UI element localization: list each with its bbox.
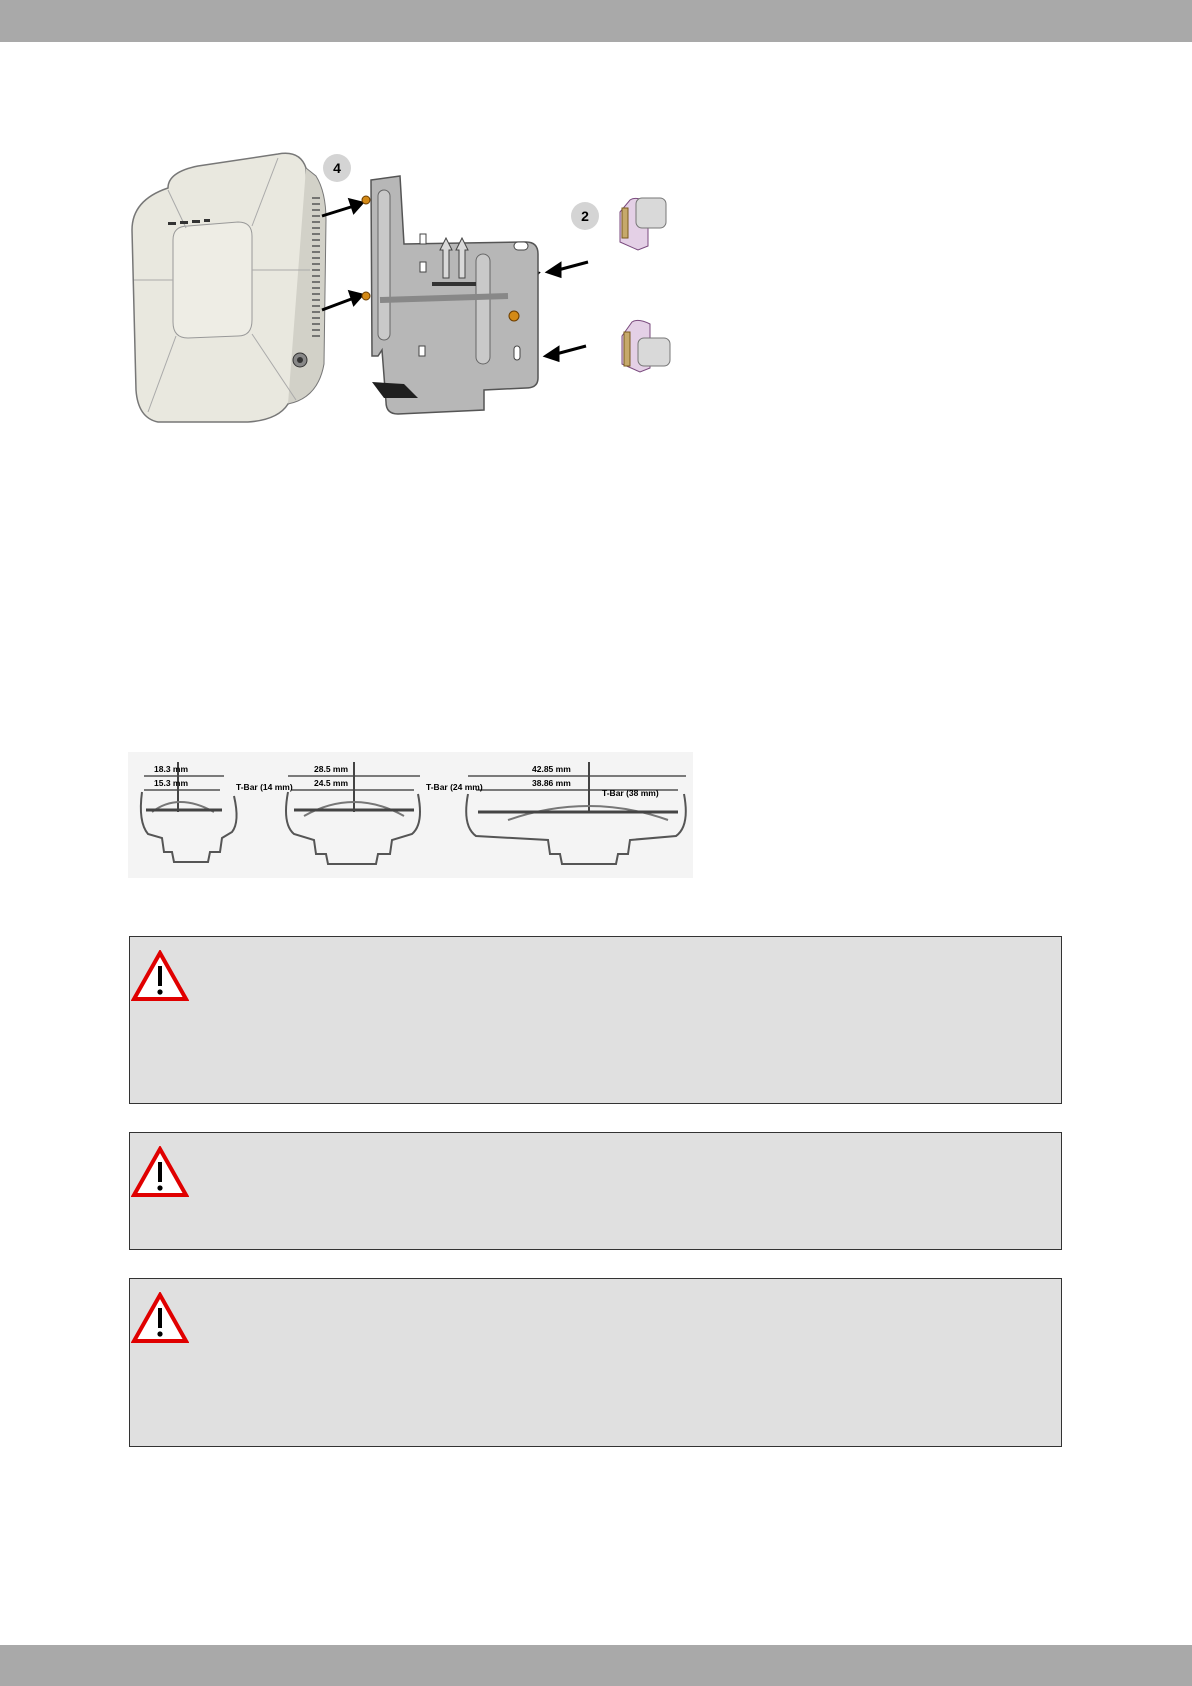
tbar-variant-3-label: T-Bar (38 mm) bbox=[602, 788, 659, 798]
tbar-variant-1-inner: 15.3 mm bbox=[154, 778, 189, 788]
mounting-bracket-illustration bbox=[128, 150, 688, 470]
access-point-device bbox=[132, 153, 326, 422]
warning-triangle-icon bbox=[131, 1146, 189, 1198]
tbar-variant-2-inner: 24.5 mm bbox=[314, 778, 349, 788]
warning-triangle-icon bbox=[131, 1292, 189, 1344]
step-badge-2 bbox=[571, 202, 599, 230]
step-badge-4-label: 4 bbox=[333, 160, 341, 176]
tbar-variant-3-outer: 42.85 mm bbox=[532, 764, 571, 774]
footer-band bbox=[0, 1645, 1192, 1686]
step-badge-4 bbox=[323, 154, 351, 182]
header-band bbox=[0, 0, 1192, 42]
warning-triangle-icon bbox=[131, 950, 189, 1002]
tbar-clips bbox=[620, 198, 670, 372]
tbar-variant-1-outer: 18.3 mm bbox=[154, 764, 189, 774]
warning-note-1 bbox=[129, 936, 1062, 1104]
tbar-variant-1-label: T-Bar (14 mm) bbox=[236, 782, 293, 792]
step-badge-2-label: 2 bbox=[581, 208, 589, 224]
tbar-dimensions-illustration bbox=[128, 752, 693, 878]
tbar-variant-2-label: T-Bar (24 mm) bbox=[426, 782, 483, 792]
tbar-variant-2-outer: 28.5 mm bbox=[314, 764, 349, 774]
warning-note-3 bbox=[129, 1278, 1062, 1447]
warning-note-2 bbox=[129, 1132, 1062, 1250]
tbar-variant-3-inner: 38.86 mm bbox=[532, 778, 571, 788]
mounting-bracket bbox=[362, 176, 538, 414]
